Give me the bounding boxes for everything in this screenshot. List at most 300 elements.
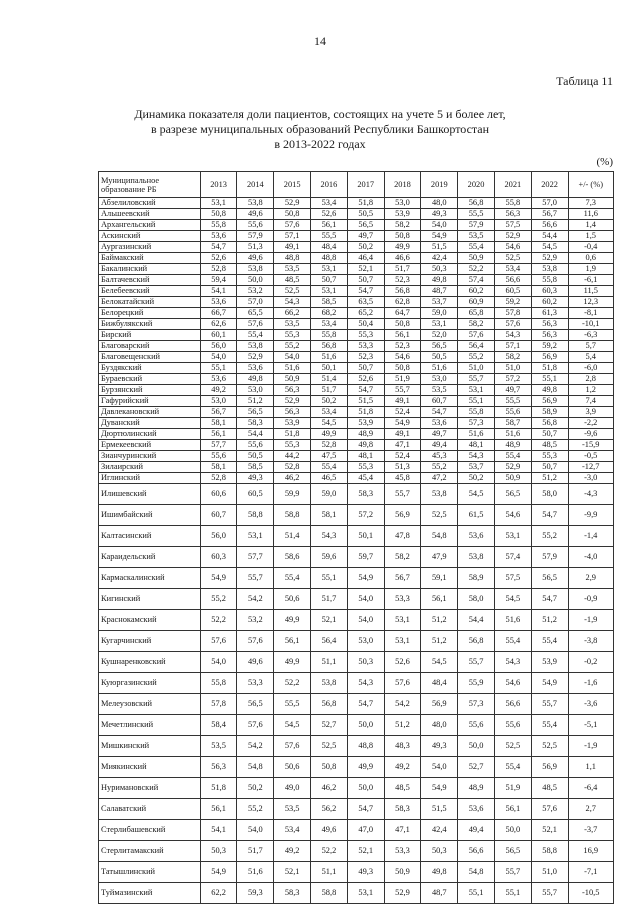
value-cell: 56,1	[384, 330, 421, 341]
value-cell: -6,0	[568, 363, 614, 374]
value-cell: 51,3	[384, 462, 421, 473]
municipality-name-cell: Благоварский	[99, 341, 201, 352]
value-cell: -0,2	[568, 652, 614, 673]
value-cell: 0,6	[568, 253, 614, 264]
value-cell: 58,8	[274, 505, 311, 526]
value-cell: 59,6	[311, 547, 348, 568]
value-cell: 53,5	[274, 319, 311, 330]
value-cell: 56,0	[200, 526, 237, 547]
value-cell: 55,1	[458, 883, 495, 904]
value-cell: 51,2	[421, 610, 458, 631]
value-cell: 48,4	[421, 673, 458, 694]
value-cell: 1,9	[568, 264, 614, 275]
value-cell: 52,8	[311, 440, 348, 451]
value-cell: 48,5	[531, 778, 568, 799]
value-cell: 51,5	[421, 799, 458, 820]
value-cell: 50,9	[494, 473, 531, 484]
value-cell: 47,0	[347, 820, 384, 841]
municipality-name-cell: Зианчуринский	[99, 451, 201, 462]
value-cell: 50,7	[531, 462, 568, 473]
table-row	[99, 418, 614, 429]
value-cell: -0,5	[568, 451, 614, 462]
value-cell: 53,1	[347, 883, 384, 904]
value-cell: 53,1	[458, 385, 495, 396]
value-cell: 65,5	[237, 308, 274, 319]
value-cell: 53,0	[421, 374, 458, 385]
table-row	[99, 610, 614, 631]
value-cell: 45,4	[347, 473, 384, 484]
value-cell: 55,4	[237, 330, 274, 341]
value-cell: 16,9	[568, 841, 614, 862]
value-cell: 56,5	[237, 407, 274, 418]
value-cell: 55,9	[458, 673, 495, 694]
value-cell: 57,6	[274, 736, 311, 757]
value-cell: -6,4	[568, 778, 614, 799]
value-cell: 53,5	[274, 264, 311, 275]
value-cell: 56,3	[200, 757, 237, 778]
value-cell: 54,0	[274, 352, 311, 363]
value-cell: 55,4	[494, 757, 531, 778]
value-cell: 50,1	[311, 363, 348, 374]
value-cell: 51,0	[494, 363, 531, 374]
municipality-name-cell: Благовещенский	[99, 352, 201, 363]
value-cell: 52,9	[274, 396, 311, 407]
value-cell: 52,9	[237, 352, 274, 363]
value-cell: 54,5	[458, 484, 495, 505]
value-cell: 52,3	[384, 341, 421, 352]
value-cell: -0,9	[568, 589, 614, 610]
value-cell: 57,6	[200, 631, 237, 652]
column-header: +/- (%)	[568, 172, 614, 198]
value-cell: 47,9	[421, 547, 458, 568]
value-cell: 48,8	[274, 253, 311, 264]
value-cell: 49,0	[274, 778, 311, 799]
value-cell: 60,3	[200, 547, 237, 568]
value-cell: 55,3	[347, 462, 384, 473]
value-cell: 60,2	[458, 286, 495, 297]
value-cell: 55,4	[494, 631, 531, 652]
table-row	[99, 209, 614, 220]
value-cell: 49,9	[274, 610, 311, 631]
value-cell: 2,9	[568, 568, 614, 589]
value-cell: 54,9	[384, 418, 421, 429]
municipality-name-cell: Зилаирский	[99, 462, 201, 473]
value-cell: 53,3	[384, 841, 421, 862]
caption-line-2: в разрезе муниципальных образований Республики Башкортостан	[150, 122, 490, 136]
value-cell: 55,8	[494, 198, 531, 209]
value-cell: 54,7	[531, 505, 568, 526]
value-cell: 53,1	[311, 286, 348, 297]
value-cell: 49,6	[237, 652, 274, 673]
value-cell: 60,5	[237, 484, 274, 505]
value-cell: 53,4	[494, 264, 531, 275]
municipality-name-cell: Гафурийский	[99, 396, 201, 407]
value-cell: 53,9	[384, 209, 421, 220]
table-row	[99, 341, 614, 352]
value-cell: 54,1	[200, 820, 237, 841]
column-header: 2020	[458, 172, 495, 198]
value-cell: 55,7	[494, 862, 531, 883]
value-cell: 52,9	[494, 462, 531, 473]
value-cell: 50,3	[200, 841, 237, 862]
value-cell: 58,2	[494, 352, 531, 363]
value-cell: 47,1	[384, 820, 421, 841]
value-cell: 48,1	[347, 451, 384, 462]
value-cell: 57,6	[237, 319, 274, 330]
value-cell: 56,5	[421, 341, 458, 352]
value-cell: 49,2	[274, 841, 311, 862]
table-row	[99, 407, 614, 418]
table-row	[99, 297, 614, 308]
value-cell: 58,8	[311, 883, 348, 904]
value-cell: 49,7	[494, 385, 531, 396]
value-cell: 52,7	[458, 757, 495, 778]
value-cell: 60,7	[421, 396, 458, 407]
value-cell: 48,5	[531, 440, 568, 451]
value-cell: 51,7	[311, 385, 348, 396]
value-cell: -7,1	[568, 862, 614, 883]
value-cell: 51,6	[237, 862, 274, 883]
value-cell: 52,2	[311, 841, 348, 862]
value-cell: 56,1	[494, 799, 531, 820]
value-cell: -1,9	[568, 736, 614, 757]
municipality-name-cell: Бижбулякский	[99, 319, 201, 330]
value-cell: 50,2	[458, 473, 495, 484]
value-cell: 50,0	[458, 736, 495, 757]
value-cell: 55,7	[384, 484, 421, 505]
value-cell: 55,4	[494, 451, 531, 462]
value-cell: 55,8	[531, 275, 568, 286]
value-cell: 55,2	[458, 352, 495, 363]
table-row	[99, 429, 614, 440]
value-cell: 48,9	[347, 429, 384, 440]
value-cell: 46,5	[311, 473, 348, 484]
caption-line-1: Динамика показателя доли пациентов, состоящих на учете 5 и более лет,	[134, 107, 506, 121]
value-cell: 56,1	[274, 631, 311, 652]
value-cell: 53,6	[421, 418, 458, 429]
value-cell: 42,4	[421, 820, 458, 841]
value-cell: 50,0	[237, 275, 274, 286]
value-cell: 62,2	[200, 883, 237, 904]
value-cell: 56,9	[531, 396, 568, 407]
value-cell: 55,6	[200, 451, 237, 462]
value-cell: 54,7	[347, 385, 384, 396]
value-cell: 49,2	[200, 385, 237, 396]
value-cell: 50,8	[311, 757, 348, 778]
value-cell: -3,7	[568, 820, 614, 841]
table-row	[99, 396, 614, 407]
value-cell: 57,3	[458, 694, 495, 715]
value-cell: 53,1	[200, 198, 237, 209]
value-cell: 51,2	[237, 396, 274, 407]
municipality-name-cell: Балтачевский	[99, 275, 201, 286]
value-cell: 52,2	[274, 673, 311, 694]
municipality-name-cell: Мишкинский	[99, 736, 201, 757]
value-cell: 56,4	[458, 341, 495, 352]
value-cell: 53,1	[237, 526, 274, 547]
value-cell: 49,9	[384, 242, 421, 253]
value-cell: -2,2	[568, 418, 614, 429]
column-header: 2014	[237, 172, 274, 198]
value-cell: 56,9	[421, 694, 458, 715]
value-cell: -1,6	[568, 673, 614, 694]
value-cell: 48,9	[458, 778, 495, 799]
value-cell: 50,5	[421, 352, 458, 363]
value-cell: 55,6	[494, 407, 531, 418]
value-cell: 58,1	[200, 418, 237, 429]
value-cell: 57,0	[531, 198, 568, 209]
value-cell: 55,5	[311, 231, 348, 242]
value-cell: 57,6	[494, 319, 531, 330]
value-cell: 54,5	[421, 652, 458, 673]
value-cell: 54,3	[494, 652, 531, 673]
value-cell: 52,8	[200, 473, 237, 484]
column-header: 2021	[494, 172, 531, 198]
value-cell: 1,5	[568, 231, 614, 242]
table-row	[99, 778, 614, 799]
column-header: 2017	[347, 172, 384, 198]
value-cell: 51,6	[311, 352, 348, 363]
value-cell: 57,7	[200, 440, 237, 451]
value-cell: 55,7	[458, 374, 495, 385]
table-row	[99, 352, 614, 363]
value-cell: 47,2	[421, 473, 458, 484]
table-row	[99, 462, 614, 473]
column-header: 2022	[531, 172, 568, 198]
value-cell: 49,4	[458, 820, 495, 841]
value-cell: 58,4	[200, 715, 237, 736]
value-cell: 54,7	[347, 799, 384, 820]
value-cell: 55,4	[311, 462, 348, 473]
value-cell: 49,1	[274, 242, 311, 253]
value-cell: 48,0	[421, 198, 458, 209]
value-cell: 54,7	[347, 286, 384, 297]
column-header: 2019	[421, 172, 458, 198]
value-cell: 53,3	[237, 673, 274, 694]
value-cell: 11,5	[568, 286, 614, 297]
value-cell: 51,6	[458, 429, 495, 440]
value-cell: 51,1	[311, 862, 348, 883]
value-cell: 48,5	[384, 778, 421, 799]
value-cell: 53,6	[237, 363, 274, 374]
value-cell: 50,9	[274, 374, 311, 385]
value-cell: 50,6	[274, 589, 311, 610]
value-cell: 61,3	[531, 308, 568, 319]
value-cell: 49,8	[421, 275, 458, 286]
value-cell: 5,4	[568, 352, 614, 363]
value-cell: 54,9	[421, 778, 458, 799]
value-cell: 57,7	[237, 547, 274, 568]
value-cell: 58,2	[458, 319, 495, 330]
value-cell: 49,7	[347, 231, 384, 242]
value-cell: 58,1	[200, 462, 237, 473]
value-cell: 55,2	[274, 341, 311, 352]
value-cell: 54,3	[347, 673, 384, 694]
value-cell: 53,0	[384, 198, 421, 209]
table-row	[99, 264, 614, 275]
value-cell: 52,3	[384, 275, 421, 286]
table-caption	[60, 107, 580, 152]
table-row	[99, 820, 614, 841]
column-header: 2016	[311, 172, 348, 198]
value-cell: 54,8	[458, 862, 495, 883]
municipality-name-cell: Давлекановский	[99, 407, 201, 418]
value-cell: 53,1	[421, 319, 458, 330]
column-header: 2013	[200, 172, 237, 198]
value-cell: 7,3	[568, 198, 614, 209]
value-cell: -1,9	[568, 610, 614, 631]
value-cell: 58,6	[274, 547, 311, 568]
value-cell: 55,7	[531, 694, 568, 715]
value-cell: 46,6	[384, 253, 421, 264]
value-cell: 54,2	[384, 694, 421, 715]
value-cell: 50,8	[274, 209, 311, 220]
value-cell: 57,4	[458, 275, 495, 286]
value-cell: 54,2	[237, 736, 274, 757]
municipality-name-cell: Буздякский	[99, 363, 201, 374]
value-cell: -4,0	[568, 547, 614, 568]
value-cell: 50,3	[421, 841, 458, 862]
value-cell: 55,1	[531, 374, 568, 385]
value-cell: -3,8	[568, 631, 614, 652]
value-cell: 54,4	[458, 610, 495, 631]
value-cell: 57,6	[384, 673, 421, 694]
value-cell: 53,8	[421, 484, 458, 505]
value-cell: 56,6	[494, 275, 531, 286]
value-cell: 55,7	[531, 883, 568, 904]
value-cell: 59,4	[200, 275, 237, 286]
value-cell: 54,3	[311, 526, 348, 547]
value-cell: 48,7	[421, 883, 458, 904]
value-cell: 44,2	[274, 451, 311, 462]
municipality-name-cell: Дуванский	[99, 418, 201, 429]
value-cell: 53,4	[274, 820, 311, 841]
value-cell: 58,5	[311, 297, 348, 308]
municipality-name-cell: Татышлинский	[99, 862, 201, 883]
value-cell: 53,9	[274, 418, 311, 429]
value-cell: 58,3	[274, 883, 311, 904]
value-cell: 46,2	[311, 778, 348, 799]
value-cell: 54,5	[494, 589, 531, 610]
value-cell: 52,7	[311, 715, 348, 736]
value-cell: -10,5	[568, 883, 614, 904]
table-row	[99, 883, 614, 904]
value-cell: 50,1	[347, 526, 384, 547]
value-cell: 48,1	[458, 440, 495, 451]
municipality-name-cell: Кармаскалинский	[99, 568, 201, 589]
value-cell: 53,3	[384, 589, 421, 610]
municipality-name-cell: Стерлибашевский	[99, 820, 201, 841]
value-cell: 55,6	[458, 715, 495, 736]
value-cell: 56,8	[458, 631, 495, 652]
value-cell: 56,1	[200, 429, 237, 440]
value-cell: 51,8	[347, 407, 384, 418]
value-cell: 65,2	[347, 308, 384, 319]
value-cell: 54,7	[421, 407, 458, 418]
value-cell: 58,9	[531, 407, 568, 418]
table-row	[99, 736, 614, 757]
value-cell: 57,3	[458, 418, 495, 429]
unit-label: (%)	[596, 156, 613, 168]
value-cell: 58,0	[458, 589, 495, 610]
value-cell: 56,5	[494, 484, 531, 505]
value-cell: 57,9	[458, 220, 495, 231]
value-cell: 53,8	[237, 198, 274, 209]
value-cell: 57,1	[274, 231, 311, 242]
value-cell: 53,1	[311, 264, 348, 275]
table-row	[99, 253, 614, 264]
value-cell: 48,0	[421, 715, 458, 736]
value-cell: 53,0	[347, 631, 384, 652]
value-cell: 52,5	[274, 286, 311, 297]
value-cell: 52,6	[311, 209, 348, 220]
table-row	[99, 198, 614, 209]
municipality-name-cell: Ишимбайский	[99, 505, 201, 526]
value-cell: 57,6	[237, 631, 274, 652]
value-cell: 1,4	[568, 220, 614, 231]
municipality-name-cell: Салаватский	[99, 799, 201, 820]
value-cell: 53,6	[200, 374, 237, 385]
value-cell: 56,3	[274, 385, 311, 396]
value-cell: 58,2	[384, 547, 421, 568]
value-cell: 53,1	[384, 631, 421, 652]
page-number: 14	[314, 34, 326, 48]
table-row	[99, 330, 614, 341]
value-cell: 54,0	[237, 820, 274, 841]
value-cell: 53,5	[421, 385, 458, 396]
value-cell: 54,3	[274, 297, 311, 308]
value-cell: 56,3	[531, 319, 568, 330]
value-cell: 55,7	[237, 568, 274, 589]
value-cell: 52,4	[384, 407, 421, 418]
value-cell: 54,0	[347, 610, 384, 631]
table-body	[99, 198, 614, 904]
value-cell: 56,6	[458, 841, 495, 862]
value-cell: 55,3	[274, 330, 311, 341]
value-cell: 11,6	[568, 209, 614, 220]
value-cell: 49,3	[347, 862, 384, 883]
value-cell: 54,9	[347, 568, 384, 589]
value-cell: 54,0	[347, 589, 384, 610]
value-cell: 49,9	[311, 429, 348, 440]
value-cell: 57,6	[531, 799, 568, 820]
municipality-name-cell: Бирский	[99, 330, 201, 341]
value-cell: 52,9	[494, 231, 531, 242]
municipality-name-cell: Аскинский	[99, 231, 201, 242]
value-cell: -1,4	[568, 526, 614, 547]
municipality-name-cell: Абзелиловский	[99, 198, 201, 209]
municipality-name-cell: Туймазинский	[99, 883, 201, 904]
value-cell: 57,9	[237, 231, 274, 242]
table-row	[99, 547, 614, 568]
value-cell: -4,3	[568, 484, 614, 505]
table-row	[99, 275, 614, 286]
value-cell: 51,5	[421, 242, 458, 253]
value-cell: -9,6	[568, 429, 614, 440]
value-cell: 55,1	[200, 363, 237, 374]
value-cell: 64,7	[384, 308, 421, 319]
municipality-name-cell: Куюргазинский	[99, 673, 201, 694]
value-cell: 56,8	[531, 418, 568, 429]
value-cell: 52,3	[347, 352, 384, 363]
table-row	[99, 757, 614, 778]
value-cell: 66,7	[200, 308, 237, 319]
value-cell: -0,4	[568, 242, 614, 253]
value-cell: 45,8	[384, 473, 421, 484]
value-cell: -3,6	[568, 694, 614, 715]
value-cell: 56,3	[274, 407, 311, 418]
value-cell: 54,6	[494, 242, 531, 253]
